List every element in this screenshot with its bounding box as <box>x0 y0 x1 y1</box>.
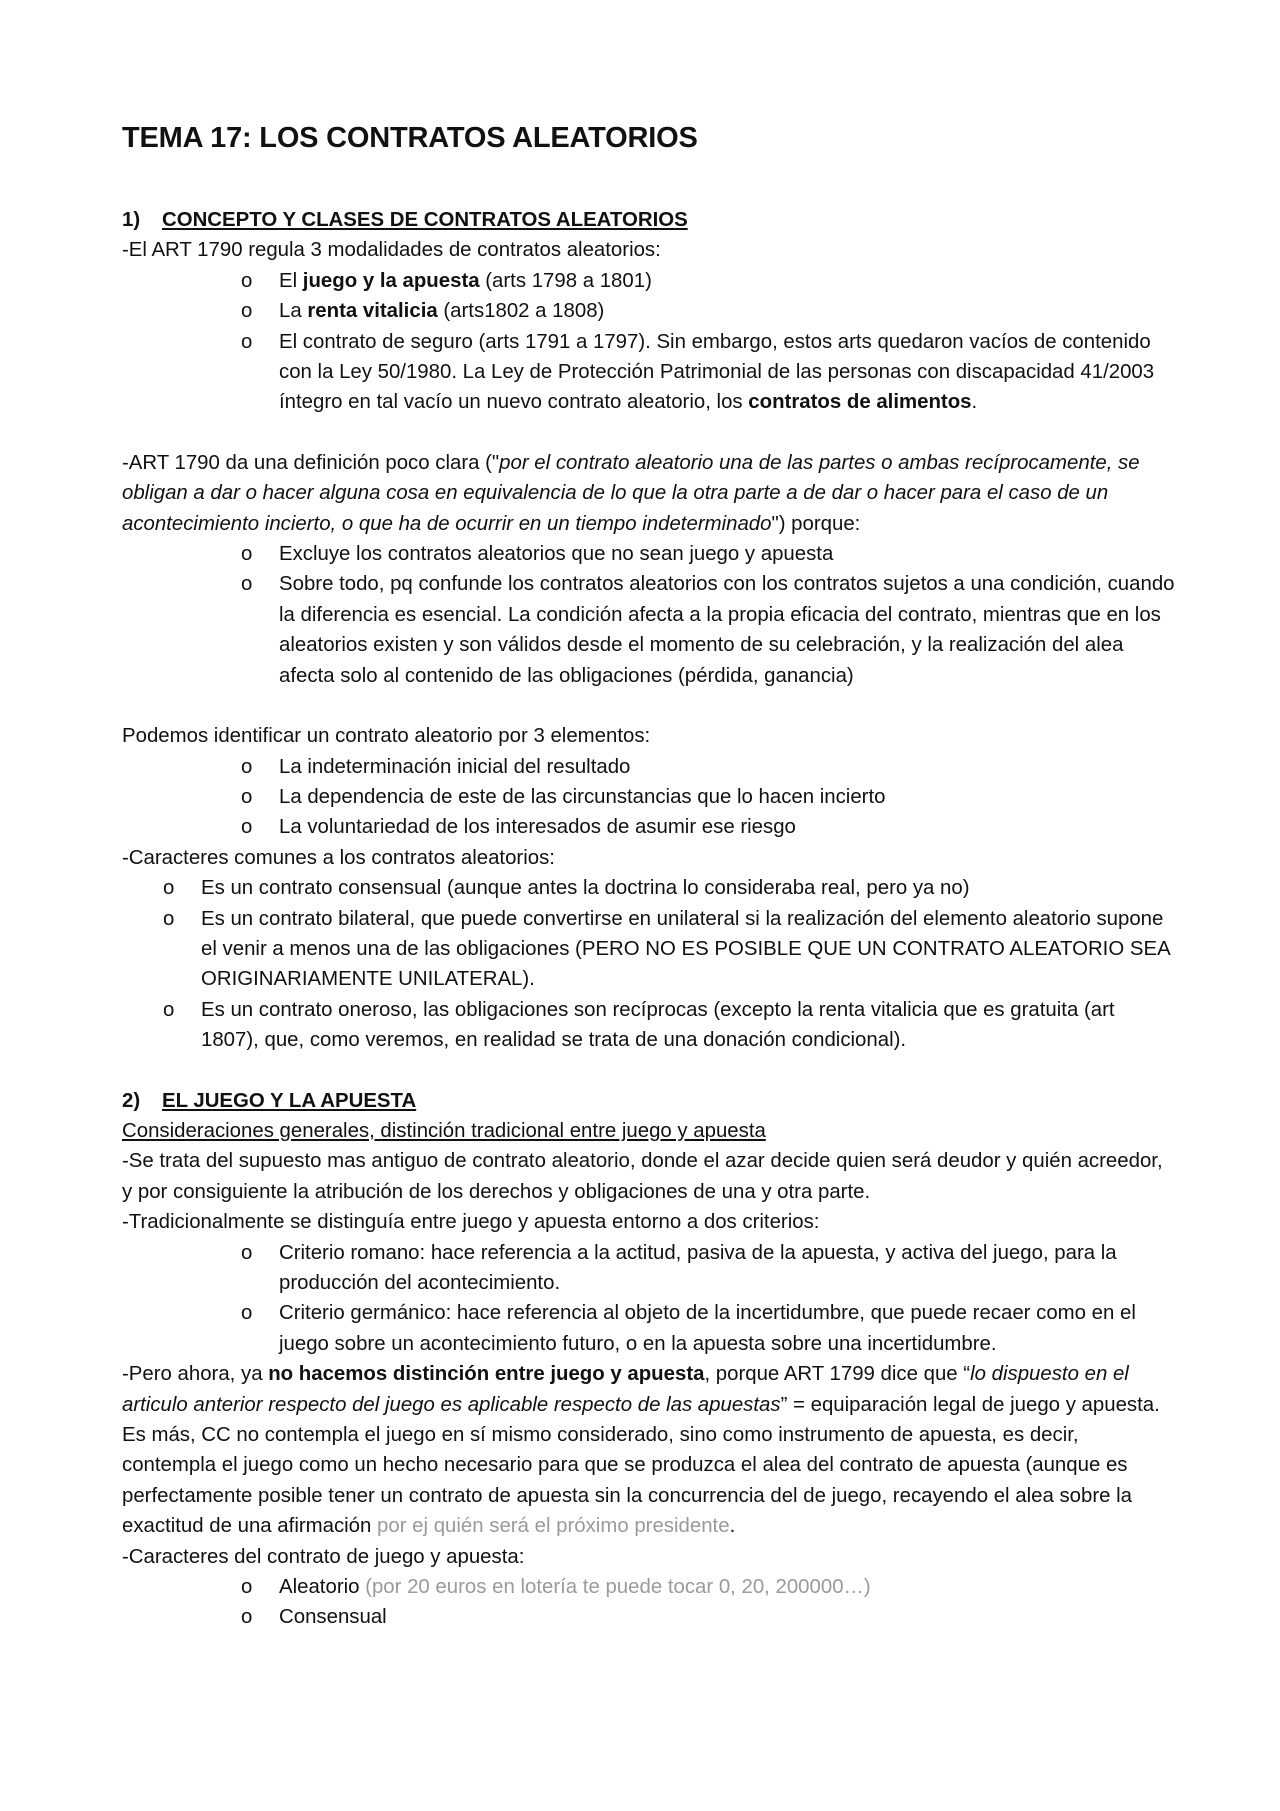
equiparacion-paragraph: -Pero ahora, ya no hacemos distinción entre juego y apuesta, porque ART 1799 dice que “lo dispuesto en el articulo anterior respecto del juego es aplicable respecto de las apuestas” = equiparación legal de juego y apuesta. Es más, CC no contempla el juego en sí mismo considerado, sino como instrumento de apuesta, es decir, contempla el juego como un hecho necesario para que se produzca el alea del contrato de apuesta (aunque es perfectamente posible tener un contrato de apuesta sin la concurrencia del de juego, recayendo el alea sobre la exactitud de una afirmación por ej quién será el próximo presidente. <box>122 1363 1160 1538</box>
list-item: o Aleatorio (por 20 euros en lotería te puede tocar 0, 20, 200000…) <box>279 1572 1177 1602</box>
list-item: o Es un contrato oneroso, las obligaciones son recíprocas (excepto la renta vitalicia que es gratuita (art 1807), que, como veremos, en realidad se trata de una donación condicional). <box>201 995 1177 1056</box>
list-item: o El contrato de seguro (arts 1791 a 1797). Sin embargo, estos arts quedaron vacíos de contenido con la Ley 50/1980. La Ley de Protección Patrimonial de las personas con discapacidad 41/2003 íntegro en tal vacío un nuevo contrato aleatorio, los contratos de alimentos. <box>279 327 1177 418</box>
document-content <box>122 122 1177 1633</box>
list-item: o Criterio germánico: hace referencia al objeto de la incertidumbre, que puede recaer como en el juego sobre un acontecimiento futuro, o en la apuesta sobre una incertidumbre. <box>279 1298 1177 1359</box>
list-item: o La renta vitalicia (arts1802 a 1808) <box>279 296 1177 326</box>
list-item: o Consensual <box>279 1602 1177 1632</box>
section-1-label: CONCEPTO Y CLASES DE CONTRATOS ALEATORIOS <box>162 209 688 231</box>
section-2-heading <box>122 1086 1177 1116</box>
elements-intro: Podemos identificar un contrato aleatorio por 3 elementos: <box>122 725 651 748</box>
list-item: o La indeterminación inicial del resultado <box>279 752 1177 782</box>
section-2-number: 2) <box>122 1089 141 1112</box>
list-item: o Es un contrato bilateral, que puede convertirse en unilateral si la realización del elemento aleatorio supone el venir a menos una de las obligaciones (PERO NO ES POSIBLE QUE UN CONTRATO ALEATORIO SEA ORIGINARIAMENTE UNILATERAL). <box>201 904 1177 995</box>
list-item: o La voluntariedad de los interesados de asumir ese riesgo <box>279 812 1177 842</box>
characteristics-list <box>122 1572 1177 1633</box>
criteria-list <box>122 1238 1177 1360</box>
list-item: o El juego y la apuesta (arts 1798 a 1801) <box>279 266 1177 296</box>
paragraph: -Se trata del supuesto mas antiguo de contrato aleatorio, donde el azar decide quien será deudor y quién acreedor, y por consiguiente la atribución de los derechos y obligaciones de una y otra parte. <box>122 1150 1163 1203</box>
list-item: o Es un contrato consensual (aunque antes la doctrina lo consideraba real, pero ya no) <box>201 873 1177 903</box>
list-item: o Criterio romano: hace referencia a la actitud, pasiva de la apuesta, y activa del juego, para la producción del acontecimiento. <box>279 1238 1177 1299</box>
section-1-heading <box>122 205 1177 235</box>
traits-intro: -Caracteres comunes a los contratos aleatorios: <box>122 846 555 869</box>
section-2-label: EL JUEGO Y LA APUESTA <box>162 1089 417 1112</box>
traits-list <box>122 873 1177 1055</box>
definition-reasons-list <box>122 539 1177 691</box>
elements-list <box>122 752 1177 843</box>
definition-paragraph: -ART 1790 da una definición poco clara ("por el contrato aleatorio una de las partes o ambas recíprocamente, se obligan a dar o hacer alguna cosa en equivalencia de lo que la otra parte a de dar o hacer para el caso de un acontecimiento incierto, o que ha de ocurrir en un tiempo indeterminado") porque: <box>122 451 1140 535</box>
paragraph: -Caracteres del contrato de juego y apuesta: <box>122 1545 525 1568</box>
section-2-subheading: Consideraciones generales, distinción tradicional entre juego y apuesta <box>122 1119 766 1142</box>
paragraph: -Tradicionalmente se distinguía entre juego y apuesta entorno a dos criterios: <box>122 1211 820 1234</box>
list-item: o Excluye los contratos aleatorios que no sean juego y apuesta <box>279 539 1177 569</box>
page-title: TEMA 17: LOS CONTRATOS ALEATORIOS <box>122 122 698 154</box>
list-item: o Sobre todo, pq confunde los contratos aleatorios con los contratos sujetos a una condición, cuando la diferencia es esencial. La condición afecta a la propia eficacia del contrato, mientras que en los aleatorios existen y son válidos desde el momento de su celebración, y la realización del alea afecta solo al contenido de las obligaciones (pérdida, ganancia) <box>279 569 1177 691</box>
section-1-number: 1) <box>122 209 141 231</box>
section-1-intro: -El ART 1790 regula 3 modalidades de contratos aleatorios: <box>122 239 661 262</box>
list-item: o La dependencia de este de las circunstancias que lo hacen incierto <box>279 782 1177 812</box>
modalities-list <box>122 266 1177 418</box>
